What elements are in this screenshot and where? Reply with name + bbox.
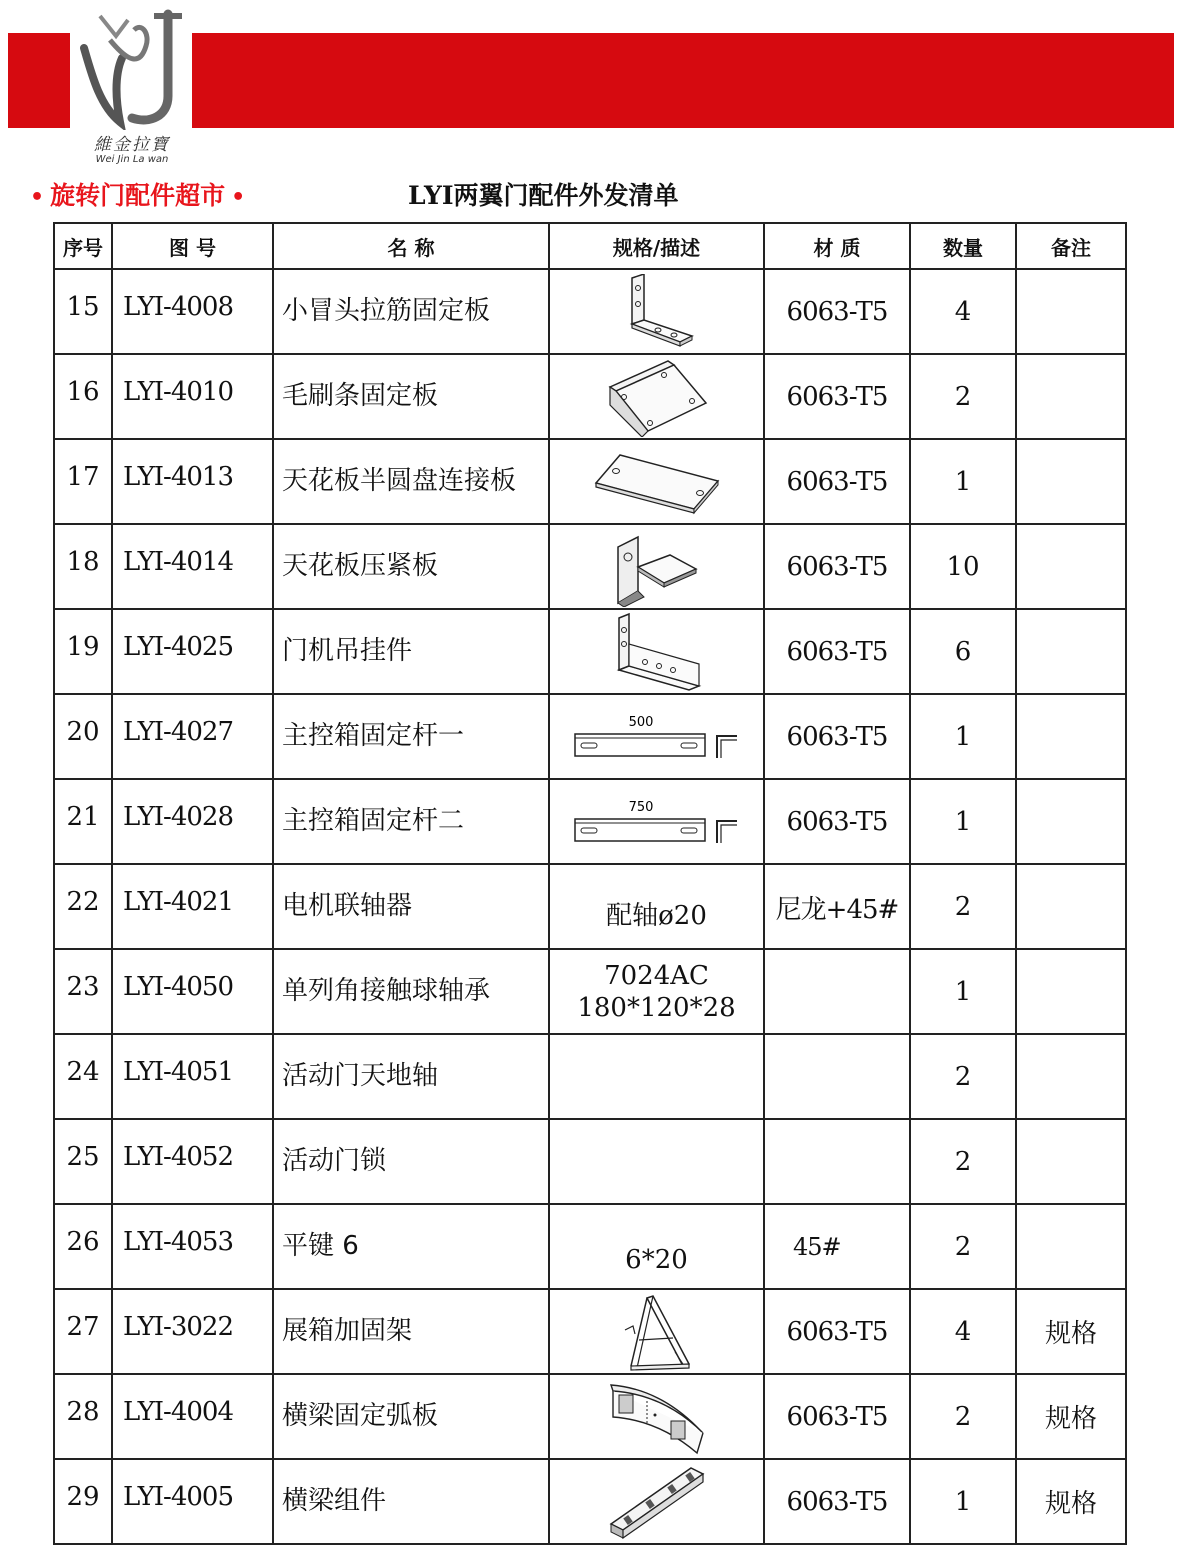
table-row — [54, 1204, 1126, 1289]
flat-plate-drawing-icon — [592, 447, 722, 517]
quantity: 1 — [910, 779, 1016, 864]
note — [1016, 1034, 1126, 1119]
angle-clamp-drawing-icon — [612, 527, 702, 607]
part-name: 活动门天地轴 — [273, 1034, 549, 1119]
row-number: 26 — [54, 1204, 112, 1289]
bullet-icon: • — [231, 185, 246, 210]
quantity: 2 — [910, 1034, 1016, 1119]
quantity: 4 — [910, 269, 1016, 354]
spec-cell — [549, 1459, 764, 1544]
material: 6063-T5 — [764, 354, 910, 439]
part-name: 电机联轴器 — [273, 864, 549, 949]
part-code: LYI-4008 — [112, 269, 273, 354]
note — [1016, 269, 1126, 354]
quantity: 6 — [910, 609, 1016, 694]
note — [1016, 524, 1126, 609]
part-name: 毛刷条固定板 — [273, 354, 549, 439]
header-cell: 图 号 — [112, 223, 273, 269]
note — [1016, 864, 1126, 949]
part-name: 平键 6 — [273, 1204, 549, 1289]
header-cell: 规格/描述 — [549, 223, 764, 269]
part-name: 主控箱固定杆二 — [273, 779, 549, 864]
note — [1016, 354, 1126, 439]
spec-cell — [549, 1289, 764, 1374]
table-row — [54, 1459, 1126, 1544]
row-number: 21 — [54, 779, 112, 864]
note — [1016, 949, 1126, 1034]
material — [764, 1034, 910, 1119]
row-number: 16 — [54, 354, 112, 439]
material — [764, 1119, 910, 1204]
note — [1016, 779, 1126, 864]
frame-drawing-icon — [617, 1292, 697, 1372]
spec-text: 配轴ø20 — [606, 900, 707, 931]
material: 6063-T5 — [764, 1289, 910, 1374]
quantity: 1 — [910, 949, 1016, 1034]
part-name: 展箱加固架 — [273, 1289, 549, 1374]
spec-cell — [549, 694, 764, 779]
row-number: 22 — [54, 864, 112, 949]
material: 尼龙+45# — [764, 864, 910, 949]
part-name: 单列角接触球轴承 — [273, 949, 549, 1034]
header-cell: 材 质 — [764, 223, 910, 269]
part-name: 天花板半圆盘连接板 — [273, 439, 549, 524]
note — [1016, 694, 1126, 779]
header-cell: 序号 — [54, 223, 112, 269]
spec-text: 7024AC — [604, 960, 709, 991]
logo-english-text: Wei Jin La wan — [95, 154, 169, 165]
header-cell: 数量 — [910, 223, 1016, 269]
row-number: 25 — [54, 1119, 112, 1204]
spec-cell — [549, 439, 764, 524]
spec-cell — [549, 779, 764, 864]
bullet-icon: • — [30, 185, 45, 210]
quantity: 10 — [910, 524, 1016, 609]
part-name: 横梁固定弧板 — [273, 1374, 549, 1459]
table-row — [54, 354, 1126, 439]
part-name: 小冒头拉筋固定板 — [273, 269, 549, 354]
note — [1016, 609, 1126, 694]
material: 6063-T5 — [764, 524, 910, 609]
table-row — [54, 609, 1126, 694]
spec-text: 6*20 — [625, 1244, 688, 1275]
material: 6063-T5 — [764, 1374, 910, 1459]
quantity: 2 — [910, 864, 1016, 949]
quantity: 1 — [910, 439, 1016, 524]
row-number: 28 — [54, 1374, 112, 1459]
material: 6063-T5 — [764, 609, 910, 694]
table-header-row — [54, 223, 1126, 269]
part-code: LYI-3022 — [112, 1289, 273, 1374]
part-code: LYI-4005 — [112, 1459, 273, 1544]
part-code: LYI-4013 — [112, 439, 273, 524]
table-row — [54, 269, 1126, 354]
rod-drawing-icon — [571, 714, 743, 760]
angle-plate-drawing-icon — [602, 357, 712, 437]
row-number: 24 — [54, 1034, 112, 1119]
table-row — [54, 779, 1126, 864]
note — [1016, 1204, 1126, 1289]
company-logo — [70, 6, 192, 166]
part-code: LYI-4025 — [112, 609, 273, 694]
spec-cell — [549, 269, 764, 354]
note-link[interactable]: 规格 — [1016, 1374, 1126, 1459]
row-number: 18 — [54, 524, 112, 609]
quantity: 2 — [910, 354, 1016, 439]
note-link[interactable]: 规格 — [1016, 1459, 1126, 1544]
bracket-drawing-icon — [612, 274, 702, 350]
page-title: LYI两翼门配件外发清单 — [408, 181, 679, 210]
material: 45# — [764, 1204, 910, 1289]
quantity: 1 — [910, 1459, 1016, 1544]
part-name: 横梁组件 — [273, 1459, 549, 1544]
logo-mark-icon — [70, 6, 192, 130]
part-code: LYI-4010 — [112, 354, 273, 439]
material: 6063-T5 — [764, 439, 910, 524]
table-row — [54, 1034, 1126, 1119]
shop-name — [24, 176, 251, 212]
part-code: LYI-4051 — [112, 1034, 273, 1119]
table-row — [54, 1374, 1126, 1459]
part-code: LYI-4028 — [112, 779, 273, 864]
row-number: 17 — [54, 439, 112, 524]
row-number: 19 — [54, 609, 112, 694]
note-link[interactable]: 规格 — [1016, 1289, 1126, 1374]
part-code: LYI-4021 — [112, 864, 273, 949]
spec-cell — [549, 1374, 764, 1459]
part-name: 活动门锁 — [273, 1119, 549, 1204]
part-code: LYI-4052 — [112, 1119, 273, 1204]
part-code: LYI-4053 — [112, 1204, 273, 1289]
logo-chinese-text: 維金拉寶 — [94, 135, 170, 155]
part-code: LYI-4027 — [112, 694, 273, 779]
spec-cell — [549, 354, 764, 439]
rod-length-label: 500 — [628, 714, 653, 730]
spec-cell — [549, 864, 764, 949]
shop-name-text: 旋转门配件超市 — [50, 181, 226, 210]
part-code: LYI-4004 — [112, 1374, 273, 1459]
part-code: LYI-4014 — [112, 524, 273, 609]
spec-dimensions: 180*120*28 — [577, 992, 736, 1023]
material: 6063-T5 — [764, 779, 910, 864]
spec-cell — [549, 949, 764, 1034]
quantity: 2 — [910, 1204, 1016, 1289]
part-name: 门机吊挂件 — [273, 609, 549, 694]
quantity: 1 — [910, 694, 1016, 779]
beam-drawing-icon — [607, 1462, 707, 1542]
table-row — [54, 949, 1126, 1034]
header-cell: 备注 — [1016, 223, 1126, 269]
note — [1016, 1119, 1126, 1204]
spec-cell — [549, 609, 764, 694]
parts-table — [53, 222, 1127, 1545]
table-row — [54, 1119, 1126, 1204]
spec-cell — [549, 1034, 764, 1119]
row-number: 20 — [54, 694, 112, 779]
quantity: 2 — [910, 1119, 1016, 1204]
table-row — [54, 524, 1126, 609]
part-name: 主控箱固定杆一 — [273, 694, 549, 779]
rod-drawing-icon — [571, 799, 743, 845]
header-cell: 名 称 — [273, 223, 549, 269]
row-number: 23 — [54, 949, 112, 1034]
row-number: 29 — [54, 1459, 112, 1544]
quantity: 4 — [910, 1289, 1016, 1374]
table-row — [54, 1289, 1126, 1374]
part-name: 天花板压紧板 — [273, 524, 549, 609]
table-row — [54, 439, 1126, 524]
spec-cell — [549, 524, 764, 609]
row-number: 27 — [54, 1289, 112, 1374]
note — [1016, 439, 1126, 524]
part-code: LYI-4050 — [112, 949, 273, 1034]
rod-length-label: 750 — [628, 799, 653, 815]
quantity: 2 — [910, 1374, 1016, 1459]
material: 6063-T5 — [764, 1459, 910, 1544]
spec-cell — [549, 1119, 764, 1204]
material: 6063-T5 — [764, 269, 910, 354]
table-row — [54, 864, 1126, 949]
table-row — [54, 694, 1126, 779]
row-number: 15 — [54, 269, 112, 354]
hanger-drawing-icon — [609, 612, 705, 692]
spec-cell — [549, 1204, 764, 1289]
material: 6063-T5 — [764, 694, 910, 779]
arc-plate-drawing-icon — [607, 1377, 707, 1457]
material — [764, 949, 910, 1034]
